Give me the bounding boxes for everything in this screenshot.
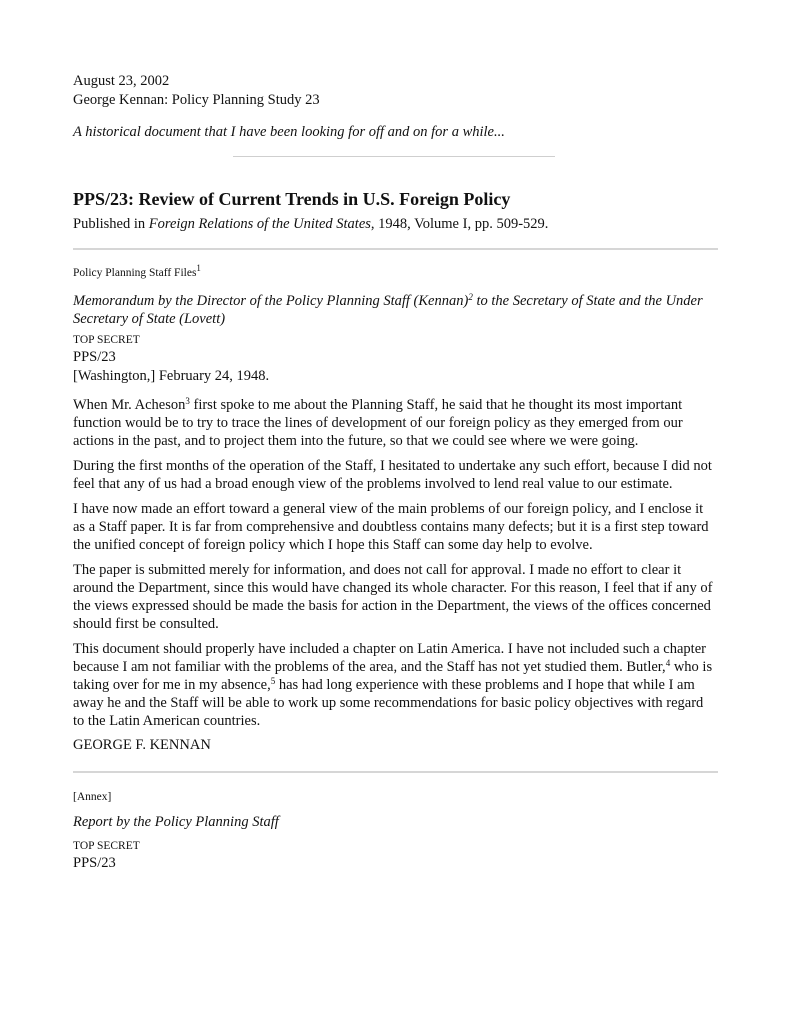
post-title: George Kennan: Policy Planning Study 23 — [73, 92, 320, 108]
paragraph-5-c: has had long experience with these problems and I hope that while I am away he and the Staff will be able to work up some recommendations for basic policy objectives with regard to the Latin American countries. — [73, 677, 704, 729]
post-date: August 23, 2002 — [73, 73, 170, 89]
paragraph-5-a: This document should properly have included a chapter on Latin America. I have not included such a chapter because I am not familiar with the problems of the area, and the Staff has not yet studied them. Butler, — [73, 641, 706, 675]
footnote-ref-3[interactable]: 3 — [185, 396, 190, 406]
files-label — [73, 263, 718, 281]
paragraph-3: I have now made an effort toward a general view of the main problems of our foreign policy, and I enclose it as a Staff paper. It is far from comprehensive and doubtless contains many defects; but it is a first step toward the unified concept of foreign policy which I hope this Staff can some day help to evolve. — [73, 501, 709, 553]
annex-divider — [73, 771, 718, 773]
paragraph-1-a: When Mr. Acheson — [73, 397, 186, 413]
memo-heading — [73, 292, 718, 328]
footnote-ref-4[interactable]: 4 — [665, 658, 671, 668]
annex-classification: TOP SECRET — [73, 840, 140, 852]
document-page — [73, 72, 718, 873]
annex-label: [Annex] — [73, 791, 112, 803]
article-title: PPS/23: Review of Current Trends in U.S. Foreign Policy — [73, 189, 511, 209]
short-divider — [233, 156, 555, 157]
intro-text: A historical document that I have been looking for off and on for a while... — [73, 124, 505, 140]
paragraph-1 — [73, 396, 718, 450]
paragraph-1-b: first spoke to me about the Planning Staff, he said that he thought its most important function would be to try to trace the lines of development of our foreign policy as they emerged from our actions in the past, and to project them into the future, so that we could see where we were going. — [73, 397, 683, 449]
footnote-ref-2[interactable]: 2 — [468, 292, 473, 302]
document-id: PPS/23 — [73, 349, 116, 365]
footnote-ref-1[interactable]: 1 — [196, 263, 201, 273]
place-date: [Washington,] February 24, 1948. — [73, 368, 270, 384]
published-suffix: , 1948, Volume I, pp. 509-529. — [370, 216, 549, 232]
signature: GEORGE F. KENNAN — [73, 737, 211, 753]
paragraph-2: During the first months of the operation of the Staff, I hesitated to undertake any such effort, because I did not feel that any of us had a broad enough view of the problems involved to lend real value to our estimate. — [73, 458, 712, 492]
section-divider — [73, 248, 718, 250]
memo-heading-part2: to the Secretary of State and the Under Secretary of State (Lovett) — [73, 293, 703, 327]
paragraph-5-b: who is taking over for me in my absence, — [73, 659, 713, 693]
classification-label: TOP SECRET — [73, 334, 140, 346]
published-prefix: Published in — [73, 216, 149, 232]
published-source: Foreign Relations of the United States — [148, 216, 371, 232]
memo-heading-part1: Memorandum by the Director of the Policy Planning Staff (Kennan) — [73, 293, 469, 309]
annex-heading: Report by the Policy Planning Staff — [73, 814, 279, 830]
paragraph-4: The paper is submitted merely for information, and does not call for approval. I made no effort to clear it around the Department, since this would have changed its whole character. For this reason, I feel that if any of the views expressed should be made the basis for action in the Department, the views of the offices concerned should first be consulted. — [73, 562, 713, 632]
footnote-ref-5[interactable]: 5 — [270, 676, 276, 686]
paragraph-5 — [73, 640, 718, 730]
files-label-text: Policy Planning Staff Files — [73, 267, 197, 279]
published-line — [73, 215, 718, 234]
annex-document-id: PPS/23 — [73, 855, 116, 871]
